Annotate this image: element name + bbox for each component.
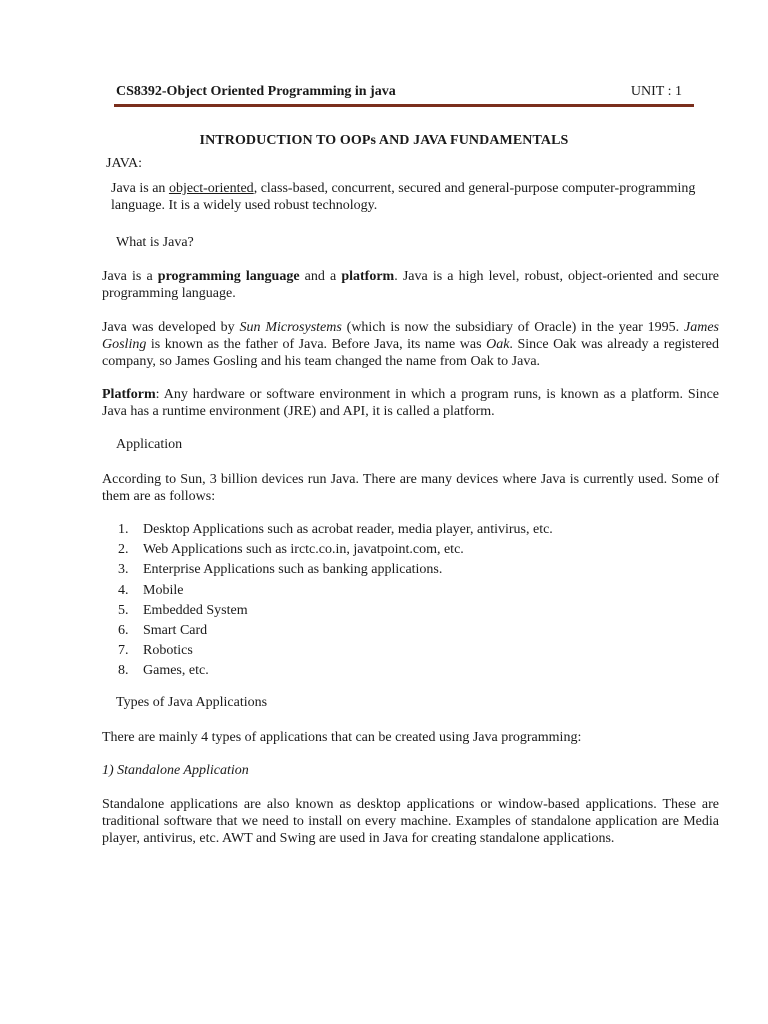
- p2-text-a: Java is a: [102, 269, 158, 284]
- list-number: 7.: [118, 643, 129, 659]
- list-number: 4.: [118, 582, 129, 598]
- list-text: Mobile: [143, 582, 184, 598]
- list-number: 1.: [118, 522, 129, 537]
- unit-label: UNIT : 1: [630, 84, 682, 99]
- paragraph-what-is-java: [102, 268, 719, 302]
- p3-text-c: (which is now the subsidiary of Oracle) in the year 1995.: [341, 320, 685, 335]
- p3-italic-gosling: James Gosling: [102, 320, 720, 352]
- list-item: [118, 601, 553, 621]
- application-heading: Application: [116, 437, 183, 452]
- intro-text-a: Java is an: [111, 181, 169, 196]
- list-text: Web Applications such as irctc.co.in, javatpoint.com, etc.: [143, 542, 464, 558]
- p4-text-b: : Any hardware or software environment in which a program runs, is known as a platform. Since Java has a runtime environment (JRE) and API, it is called a platform.: [102, 387, 719, 419]
- list-number: 2.: [118, 542, 129, 558]
- paragraph-standalone: Standalone applications are also known as desktop applications or window-based applications. These are traditional software that we need to install on every machine. Examples of standalone application are Media player, antivirus, etc. AWT and Swing are used in Java for creating standalone applications.: [102, 797, 719, 846]
- header-rule: [114, 104, 694, 107]
- list-item: [118, 621, 553, 641]
- list-item: [118, 520, 553, 540]
- list-item: [118, 540, 553, 560]
- list-text: Games, etc.: [143, 663, 209, 679]
- paragraph-platform: [102, 386, 719, 420]
- list-text: Enterprise Applications such as banking applications.: [143, 562, 443, 578]
- list-text: Embedded System: [143, 602, 248, 618]
- p3-text-g: . Since Oak was already a registered company, so James Gosling and his team changed the name from Oak to Java.: [102, 337, 719, 369]
- list-text: Desktop Applications such as acrobat reader, media player, antivirus, etc.: [143, 522, 553, 537]
- p2-text-c: and a: [299, 269, 342, 284]
- list-number: 6.: [118, 622, 129, 638]
- paragraph-devices: According to Sun, 3 billion devices run Java. There are many devices where Java is currently used. Some of them are as follows:: [102, 472, 719, 504]
- list-text: Smart Card: [143, 622, 208, 638]
- list-item: [118, 661, 553, 681]
- list-number: 8.: [118, 663, 129, 679]
- intro-text-b: , class-based, concurrent, secured and general-purpose computer-programming language. It is a widely used robust technology.: [111, 181, 696, 213]
- list-item: [118, 641, 553, 661]
- object-oriented-link[interactable]: object-oriented: [168, 181, 254, 196]
- java-label: JAVA:: [106, 156, 143, 171]
- p2-bold-platform: platform: [341, 269, 395, 284]
- list-item: [118, 560, 553, 580]
- paragraph-types: There are mainly 4 types of applications that can be created using Java programming:: [102, 730, 582, 745]
- what-is-java-heading: What is Java?: [116, 235, 194, 250]
- list-text: Robotics: [143, 643, 193, 659]
- course-title: CS8392-Object Oriented Programming in java: [116, 84, 396, 99]
- applications-list: [118, 520, 553, 682]
- page-header: [116, 84, 684, 106]
- standalone-heading: 1) Standalone Application: [102, 763, 249, 778]
- p3-italic-sun: Sun Microsystems: [239, 320, 342, 335]
- p3-text-e: is known as the father of Java. Before Java, its name was: [146, 337, 487, 352]
- page-title: INTRODUCTION TO OOPs AND JAVA FUNDAMENTALS: [199, 133, 569, 148]
- list-number: 3.: [118, 562, 129, 578]
- types-heading: Types of Java Applications: [116, 695, 268, 710]
- list-item: [118, 581, 553, 601]
- p3-italic-oak: Oak: [486, 337, 510, 352]
- paragraph-history: [102, 319, 719, 370]
- p4-bold-platform: Platform: [102, 387, 156, 402]
- intro-paragraph: [111, 180, 705, 214]
- p3-text-a: Java was developed by: [102, 320, 240, 335]
- list-number: 5.: [118, 602, 129, 618]
- p2-bold-programming-language: programming language: [157, 269, 300, 284]
- p2-text-e: . Java is a high level, robust, object-oriented and secure programming language.: [102, 269, 719, 301]
